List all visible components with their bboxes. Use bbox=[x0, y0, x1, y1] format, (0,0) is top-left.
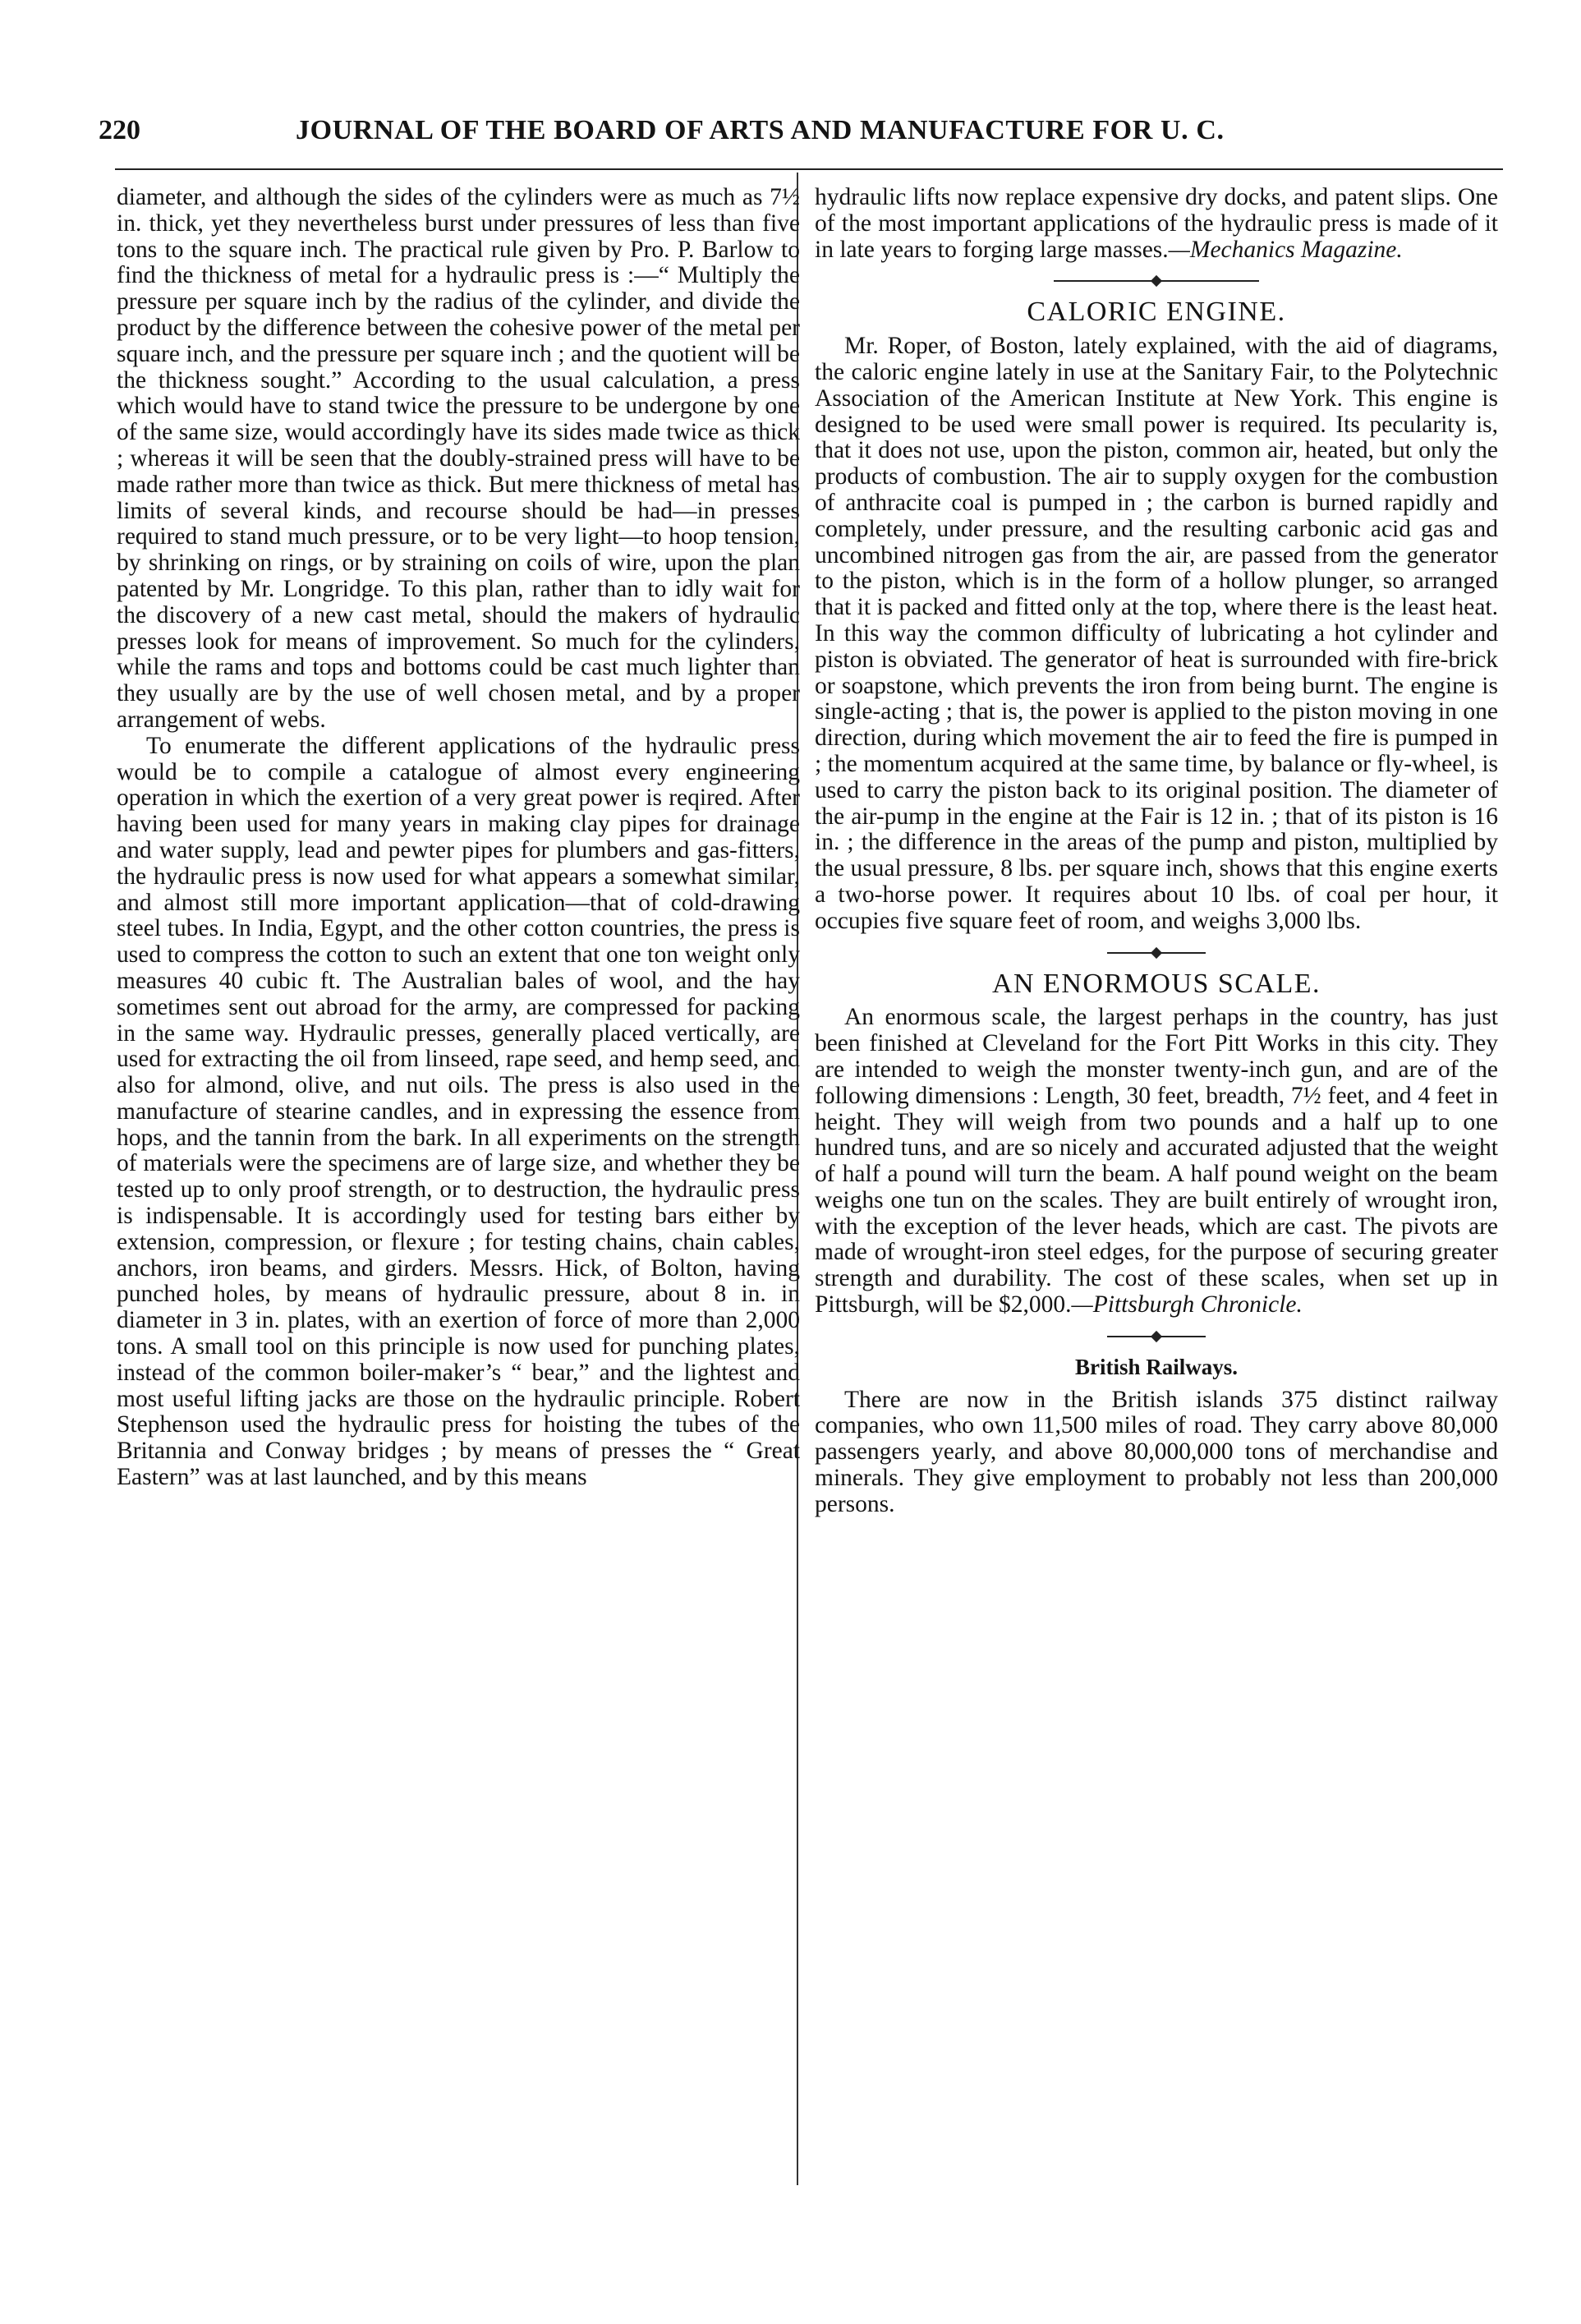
section-body-caloric-engine: Mr. Roper, of Boston, lately explained, with the aid of diagrams, the caloric engine lately in use at the Sanitary Fair, to the Polytechnic Association of the American Institute at New York. This engine is designed to be used were small power is required. Its pecularity is, that it does not use, upon the piston, common air, heated, but only the products of combustion. The air to supply oxygen for the combustion of anthracite coal is pumped in ; the carbon is burned rapidly and completely, under pressure, and the resulting carbonic acid gas and uncombined nitrogen gas from the air, are passed from the generator to the piston, which is in the form of a hollow plunger, so arranged that it is packed and fitted only at the top, where there is the least heat. In this way the common difficulty of lubricating a hot cylinder and piston is obviated. The generator of heat is surrounded with fire-brick or soapstone, which prevents the iron from being burnt. The engine is single-acting ; that is, the power is applied to the piston moving in one direction, during which movement the air to feed the fire is pumped in ; the momentum acquired at the same time, by balance or fly-wheel, is used to carry the piston back to its original position. The diameter of the air-pump in the engine at the Fair is 12 in. ; that of its piston is 16 in. ; the difference in the areas of the pump and piston, multiplied by the usual pressure, 8 lbs. per square inch, shows that this engine exerts a two-horse power. It requires about 10 lbs. of coal per hour, it occupies five square feet of room, and weighs 3,000 lbs. bbox=[815, 333, 1498, 934]
section-divider bbox=[1107, 948, 1206, 958]
journal-title: JOURNAL OF THE BOARD OF ARTS AND MANUFACTURE FOR U. C. bbox=[296, 115, 1225, 145]
enormous-scale-text: An enormous scale, the largest perhaps in the country, has just been finished at Cleveland for the Fort Pitt Works in this city. They are intended to weigh the monster twenty-inch gun, and are of the following dimensions : Length, 30 feet, breadth, 7½ feet, and 4 feet in height. They will weigh from two pounds and a half up to one hundred tuns, and are so nicely and accurated adjusted that the weight of half a pound will turn the beam. A half pound weight on the beam weighs one tun on the scales. They are built entirely of wrought iron, with the exception of the lever heads, which are cast. The pivots are made of wrought-iron steel edges, for the purpose of securing greater strength and durability. The cost of these scales, when set up in Pittsburgh, will be $2,000. bbox=[815, 1004, 1498, 1318]
article-paragraph: diameter, and although the sides of the cylinders were as much as 7½ in. thick, yet they nevertheless burst under pressures of less than five tons to the square inch. The practical rule given by Pro. P. Barlow to find the thickness of metal for a hydraulic press is :—“ Multiply the pressure per square inch by the radius of the cylinder, and divide the product by the difference between the cohesive power of the metal per square inch, and the pressure per square inch ; and the quotient will be the thickness sought.” According to the usual calculation, a press which would have to stand twice the pressure to be undergone by one of the same size, would accordingly have its sides made twice as thick ; whereas it will be seen that the doubly-strained press will have to be made rather more than twice as thick. But mere thickness of metal has limits of several kinds, and recourse should be had—in presses required to stand much pressure, or to be very light—to hoop tension, by shrinking on rings, or by straining on coils of wire, upon the plan patented by Mr. Longridge. To this plan, rather than to idly wait for the discovery of a new cast metal, should the makers of hydraulic presses look for means of improvement. So much for the cylinders, while the rams and tops and bottoms could be cast much lighter than they usually are by the use of well chosen metal, and by a proper arrangement of webs. bbox=[117, 185, 800, 733]
article-paragraph: To enumerate the different applications of the hydraulic press would be to compile a catalogue of almost every engineering operation in which the exertion of a very great power is reqired. After having been used for many years in making clay pipes for drainage and water supply, lead and pewter pipes for plumbers and gas-fitters, the hydraulic press is now used for what appears a somewhat similar, and almost still more important application—that of cold-drawing steel tubes. In India, Egypt, and the other cotton countries, the press is used to compress the cotton to such an extent that one ton weight only measures 40 cubic ft. The Australian bales of wool, and the hay sometimes sent out abroad for the army, are compressed for packing in the same way. Hydraulic presses, generally placed vertically, are used for extracting the oil from linseed, rape seed, and hemp seed, and also for almond, olive, and nut oils. The press is also used in the manufacture of stearine candles, and in expressing the essence from hops, and the tannin from the bark. In all experiments on the strength of materials were the specimens are of large size, and whether they be tested up to only proof strength, or to destruction, the hydraulic press is indispensable. It is accordingly used for testing bars either by extension, compression, or flexure ; for testing chains, chain cables, anchors, iron beams, and girders. Messrs. Hick, of Bolton, having punched holes, by means of hydraulic pressure, about 8 in. in diameter in 3 in. plates, with an exertion of force of more than 2,000 tons. A small tool on this principle is now used for punching plates, instead of the common boiler-maker’s “ bear,” and the lightest and most useful lifting jacks are those on the hydraulic principle. Robert Stephenson used the hydraulic press for hoisting the tubes of the Britannia and Conway bridges ; by means of presses the “ Great Eastern” was at last launched, and by this means bbox=[117, 732, 800, 1491]
continuation-text: hydraulic lifts now replace expensive dry docks, and patent slips. One of the most important applications of the hydraulic press is made of it in late years to forging large masses. bbox=[815, 185, 1498, 263]
continuation-source: —Mechanics Magazine. bbox=[1168, 236, 1403, 263]
continuation-paragraph bbox=[815, 185, 1498, 263]
running-head bbox=[99, 115, 1495, 156]
left-column bbox=[117, 185, 800, 2173]
enormous-scale-source: —Pittsburgh Chronicle. bbox=[1071, 1291, 1303, 1318]
section-body-enormous-scale bbox=[815, 1005, 1498, 1318]
right-column bbox=[815, 185, 1498, 2173]
section-body-british-railways: There are now in the British islands 375 distinct railway companies, who own 11,500 miles of road. They carry above 80,000 passengers yearly, and above 80,000,000 tons of merchandise and minerals. They give employment to probably not less than 200,000 persons. bbox=[815, 1386, 1498, 1517]
header-rule bbox=[115, 168, 1503, 170]
section-divider bbox=[1054, 276, 1259, 286]
section-heading-caloric-engine: CALORIC ENGINE. bbox=[1027, 297, 1286, 328]
section-heading-enormous-scale: AN ENORMOUS SCALE. bbox=[991, 968, 1321, 999]
section-divider bbox=[1107, 1332, 1206, 1341]
page-number: 220 bbox=[99, 115, 140, 145]
section-heading-british-railways: British Railways. bbox=[1074, 1354, 1239, 1379]
